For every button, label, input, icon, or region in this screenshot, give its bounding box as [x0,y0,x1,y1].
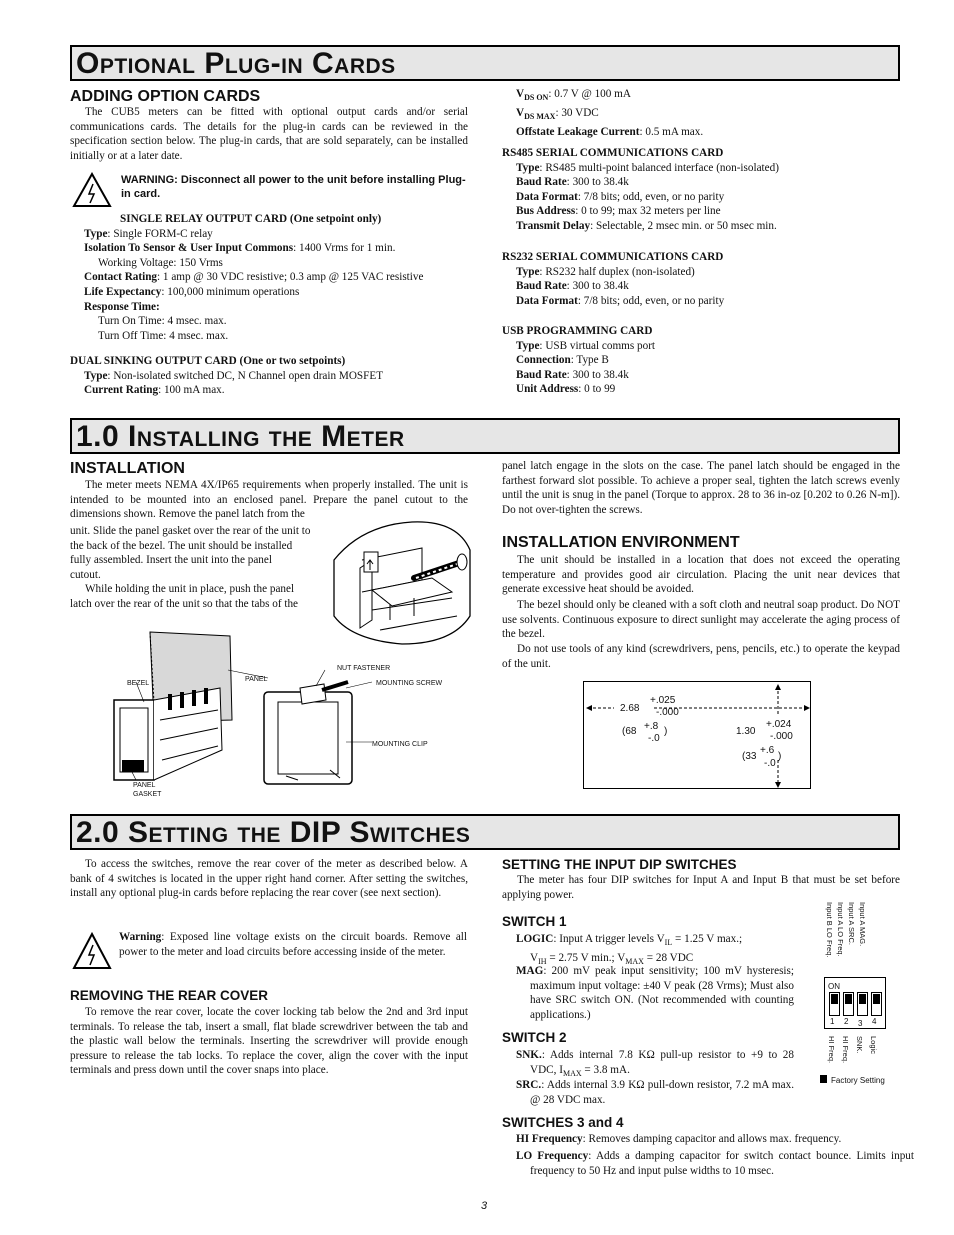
installation-right-paragraph: panel latch engage in the slots on the case. The panel latch should be engaged in the farthest forward slot possible. To achieve a proper seal, tighten the latch screws evenly until the unit is snug in the panel (Torque to approx. 28 to 36 in-oz [0.202 to 0.26 N-m]). Do not over-tighten the screws. [502,460,900,516]
label-nut-fastener: NUT FASTENER [337,665,391,672]
setting-paragraph: The meter has four DIP switches for Input A and Input B that must be set before applying power. [502,874,900,901]
usb-specs: USB PROGRAMMING CARD Type: USB virtual comms port Connection: Type B Baud Rate: 300 to 38.4k Unit Address: 0 to 99 [502,325,656,396]
dip-switch-1[interactable] [829,992,840,1016]
rs232-heading: RS232 SERIAL COMMUNICATIONS CARD [502,251,724,263]
heading-setting-input-dip: SETTING THE INPUT DIP SWITCHES [502,857,737,872]
vds-specs: $V_{DS ON}$: 0.7 V @ 100 mA $V_{DS MAX}$: 30 VDC Offstate Leakage Current: 0.5 mA max. [516,88,704,138]
switch1-logic: LOGIC: Input A trigger levels $V_{IL} = 1.25$ V max.; $V_{IH} = 2.75$ V min.; $V_{MAX} = 28$ VDC [516,933,743,967]
label-panel: PANEL [245,676,268,683]
label-panel-gasket-2: GASKET [133,791,162,798]
env-paragraph-1: The unit should be installed in a location that does not exceed the operating temperature and provides good air circulation. Placing the unit near devices that generate excessive heat should be avoided. [502,554,900,596]
warning-text: WARNING: Disconnect all power to the unit before installing Plug-in card. [121,174,466,200]
section-banner-install [70,418,900,454]
switch2-snk: SNK.: Adds internal 7.8 KΩ pull-up resistor to +9 to 28 VDC, $I_{MAX} = 3.8$ mA. [516,1049,794,1078]
dip-switch-2[interactable] [843,992,854,1016]
warning-icon [72,172,112,208]
adding-paragraph: The CUB5 meters can be fitted with optional output cards and/or serial communications cards. The details for the plug-in cards can be reviewed in the specification section below. The plug-in cards, that are sold separately, can be installed initially or at a later date. [70,106,468,162]
section-title: 1.0 Installing the Meter [76,420,405,453]
dip-warning-text: Warning: Exposed line voltage exists on the circuit boards. Remove all power to the meter and load circuits before accessing inside of the meter. [119,931,467,958]
remove-cover-paragraph: To remove the rear cover, locate the cover locking tab below the 2nd and 3rd input terminals. To release the tab, insert a small, flat blade screwdriver between the tab and the plastic wall below the terminals. Inserting the screwdriver will provide enough pressure to release the tab locks. To replace the cover, align the cover with the input terminals and press down until the cover snaps into place. [70,1006,468,1077]
page-number: 3 [481,1200,488,1212]
section-banner-options [70,45,900,81]
heading-adding-option-cards: ADDING OPTION CARDS [70,88,261,105]
installation-paragraph-1-narrow: unit. Slide the panel gasket over the rear of the unit to the back of the bezel. The unit should be installed fully assembled. Insert the unit into the panel cutout. While holding the unit in place, push the panel latch over the rear of the unit so that the tabs of the [70,525,311,610]
heading-switch-2: SWITCH 2 [502,1030,567,1045]
dip-switch-bank: ON 1 2 3 4 [824,977,886,1029]
panel-latch-closeup-drawing [332,520,472,646]
dip-switch-3[interactable] [857,992,868,1016]
label-mounting-clip: MOUNTING CLIP [372,741,428,748]
heading-installation: INSTALLATION [70,460,185,477]
panel-cutout-diagram: 2.68 +.025 -.000 (68 +.8 -.0 ) 1.30 +.024 -.000 (33 +.6 -.0 ) [583,681,811,789]
section-banner-dip [70,814,900,850]
switch1-mag: MAG: 200 mV peak input sensitivity; 100 mV hysteresis; maximum input voltage: ±40 V peak (28 Vrms); Must also have SRC switch ON. (Not recommended with counting applications.) [516,965,794,1021]
factory-setting-swatch [820,1075,827,1083]
label-mounting-screw: MOUNTING SCREW [376,680,443,687]
usb-heading: USB PROGRAMMING CARD [502,325,653,337]
dip-intro-paragraph: To access the switches, remove the rear cover of the meter as described below. A bank of 4 switches is located in the upper right hand corner. After setting the switches, install any optional plug-in cards before replacing the rear cover (see next section). [70,858,468,900]
switch34-lo: LO Frequency: Adds a damping capacitor for switch contact bounce. Limits input frequency to 50 Hz and input pulse widths to 10 msec. [516,1150,915,1177]
label-panel-gasket-1: PANEL [133,782,156,789]
heading-switches-3-4: SWITCHES 3 and 4 [502,1115,624,1130]
rs485-heading: RS485 SERIAL COMMUNICATIONS CARD [502,147,724,159]
dip-switch-diagram: Input A MAG. Input A SRC. Input A LO Freq. Input B LO Freq. ON 1 2 3 4 Logic SNK. HI Freq. HI Freq. Factory Setting [818,900,908,1090]
warning-icon [72,932,112,970]
dual-card-specs: DUAL SINKING OUTPUT CARD (One or two setpoints) Type: Non-isolated switched DC, N Channel open drain MOSFET Current Rating: 100 mA max. [70,355,384,397]
heading-switch-1: SWITCH 1 [502,914,567,929]
switch2-src: SRC.: Adds internal 3.9 KΩ pull-down resistor, 7.2 mA max. @ 28 VDC max. [516,1079,794,1106]
section-title: Optional Plug-in Cards [76,47,396,80]
relay-heading: SINGLE RELAY OUTPUT CARD (One setpoint only) [120,213,382,225]
relay-card-specs: SINGLE RELAY OUTPUT CARD (One setpoint only) Type: Single FORM-C relay Isolation To Sensor & User Input Commons: 1400 Vrms for 1 min. Working Voltage: 150 Vrms Contact Rating: 1 amp @ 30 VDC resistive; 0.3 amp @ 125 VAC resistive Life Expectancy: 100,000 minimum operations Response Time: Turn On Time: 4 msec. max. Turn Off Time: 4 msec. max. [70,212,423,343]
env-paragraph-3: Do not use tools of any kind (screwdrivers, pens, pencils, etc.) to operate the keypad of the unit. [502,643,900,670]
dip-switch-4[interactable] [871,992,882,1016]
heading-installation-environment: INSTALLATION ENVIRONMENT [502,534,740,551]
switch34-hi: HI Frequency: Removes damping capacitor and allows max. frequency. [516,1133,842,1145]
meter-assembly-drawing [110,630,380,800]
installation-paragraph-1: The meter meets NEMA 4X/IP65 requirements when properly installed. The unit is intended to be mounted into an enclosed panel. Prepare the panel cutout to the dimensions shown. Remove the panel latch from the [70,479,468,521]
factory-setting-label: Factory Setting [831,1076,885,1085]
dual-heading: DUAL SINKING OUTPUT CARD (One or two setpoints) [70,355,346,367]
label-bezel: BEZEL [127,680,150,687]
section-title: 2.0 Setting the DIP Switches [76,816,471,849]
heading-removing-rear-cover: REMOVING THE REAR COVER [70,988,269,1003]
rs485-specs: RS485 SERIAL COMMUNICATIONS CARD Type: RS485 multi-point balanced interface (non-isolated) Baud Rate: 300 to 38.4k Data Format: 7/8 bits; odd, even, or no parity Bus Address: 0 to 99; max 32 meters per line Transmit Delay: Selectable, 2 msec min. or 50 msec min. [502,147,779,232]
env-paragraph-2: The bezel should only be cleaned with a soft cloth and neutral soap product. Do NOT use solvents. Continuous exposure to direct sunlight may accelerate the aging process of the bezel. [502,599,900,641]
rs232-specs: RS232 SERIAL COMMUNICATIONS CARD Type: RS232 half duplex (non-isolated) Baud Rate: 300 to 38.4k Data Format: 7/8 bits; odd, even, or no parity [502,251,725,307]
